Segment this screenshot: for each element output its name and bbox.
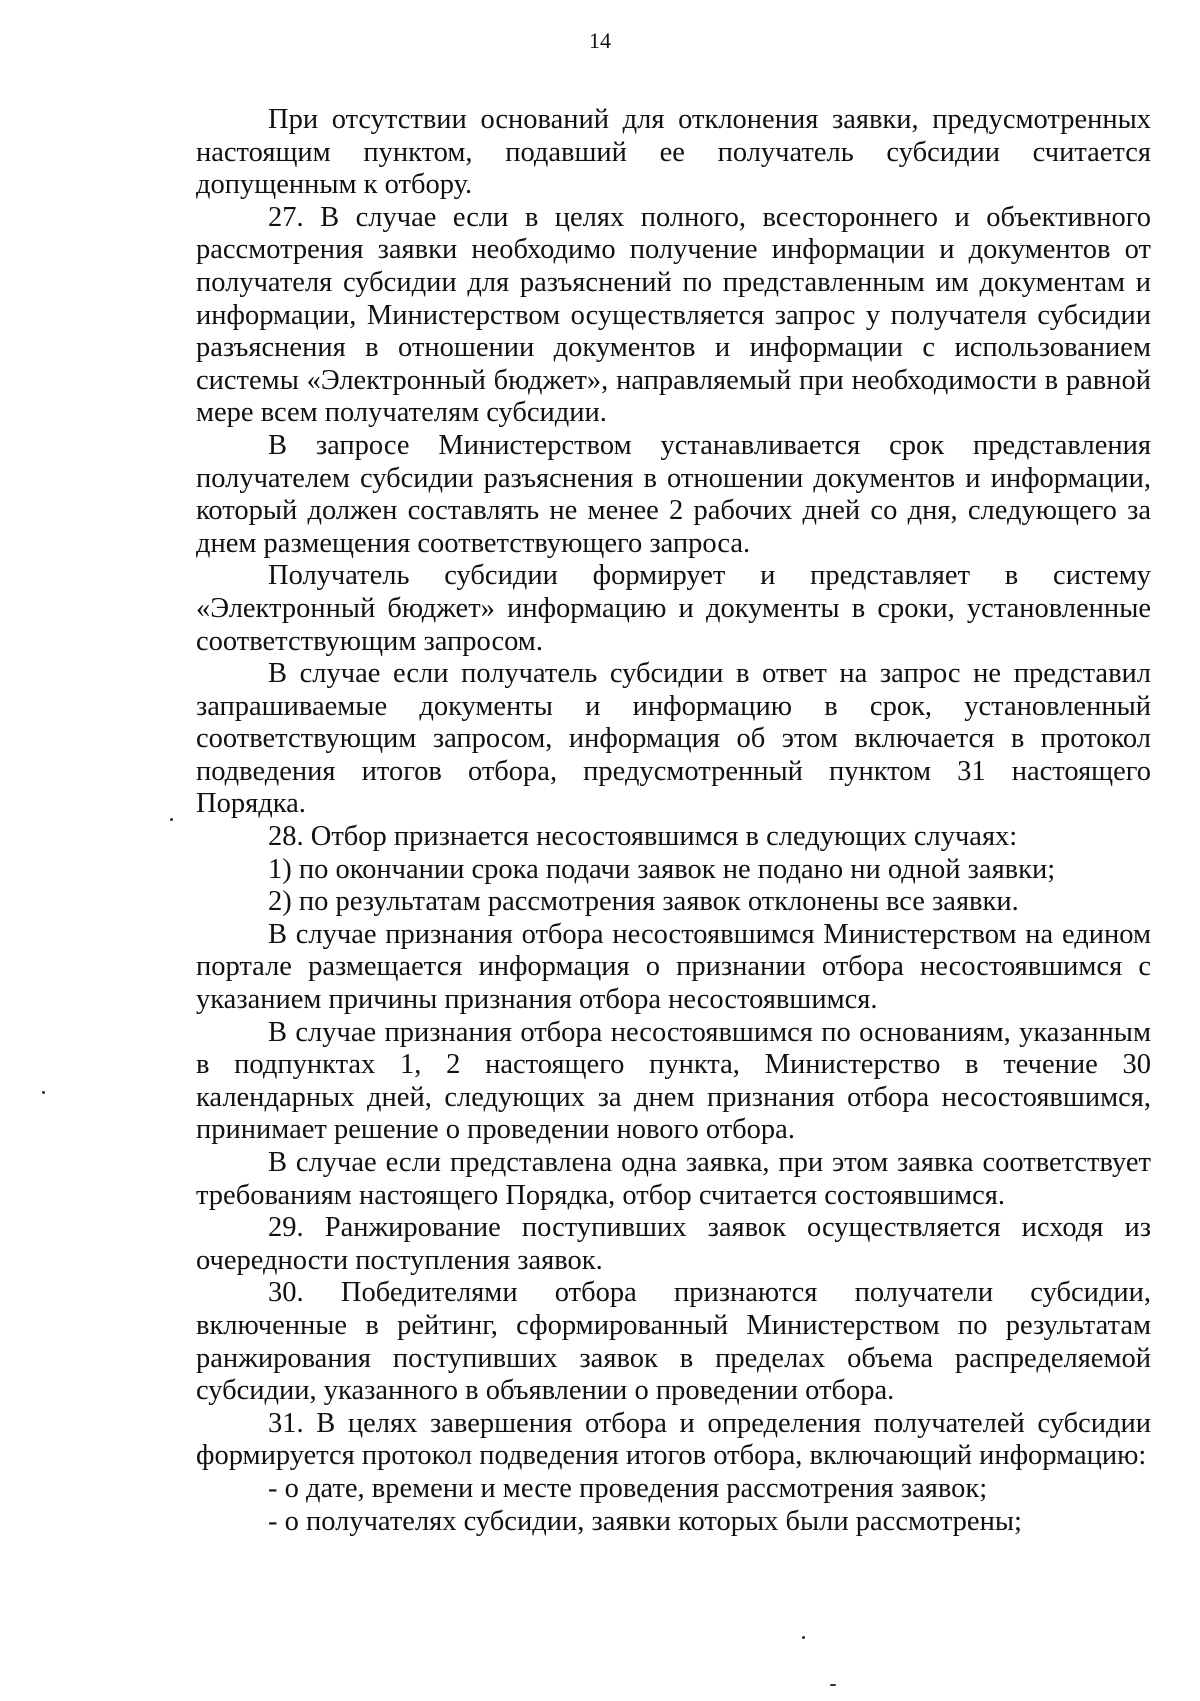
- scan-speck: [830, 1684, 836, 1686]
- paragraph-request-deadline: В запросе Министерством устанавливается срок представления получателем субсидии разъяснения в отношении документов и информации, который должен составлять не менее 2 рабочих дней со дня, следующего за днем размещения соответствующего запроса.: [196, 429, 1151, 559]
- paragraph-not-submitted: В случае если получатель субсидии в ответ на запрос не представил запрашиваемые документы и информацию в срок, установленный соответствующим запросом, информация об этом включается в протокол подведения итогов отбора, предусмотренный пунктом 31 настоящего Порядка.: [196, 658, 1151, 820]
- paragraph-item-31: 31. В целях завершения отбора и определения получателей субсидии формируется протокол подведения итогов отбора, включающий информацию:: [196, 1407, 1151, 1472]
- paragraph-new-selection: В случае признания отбора несостоявшимся по основаниям, указанным в подпунктах 1, 2 настоящего пункта, Министерство в течение 30 календарных дней, следующих за днем признания отбора несостоявшимся, принимает решение о проведении нового отбора.: [196, 1016, 1151, 1146]
- page-number: 14: [589, 28, 611, 53]
- paragraph-admission: При отсутствии оснований для отклонения заявки, предусмотренных настоящим пунктом, подавший ее получатель субсидии считается допущенным к отбору.: [196, 104, 1151, 201]
- paragraph-failed-publication: В случае признания отбора несостоявшимся Министерством на едином портале размещается информация о признании отбора несостоявшимся с указанием причины признания отбора несостоявшимся.: [196, 918, 1151, 1016]
- scan-speck: [170, 818, 173, 821]
- paragraph-item-30: 30. Победителями отбора признаются получатели субсидии, включенные в рейтинг, сформированный Министерством по результатам ранжирования поступивших заявок в пределах объема распределяемой субсидии, указанного в объявлении о проведении отбора.: [196, 1277, 1151, 1407]
- paragraph-item-27: 27. В случае если в целях полного, всестороннего и объективного рассмотрения заявки необходимо получение информации и документов от получателя субсидии для разъяснений по представленным им документам и информации, Министерством осуществляется запрос у получателя субсидии разъяснения в отношении документов и информации с использованием системы «Электронный бюджет», направляемый при необходимости в равной мере всем получателям субсидии.: [196, 201, 1151, 429]
- list-item-28-1: 1) по окончании срока подачи заявок не подано ни одной заявки;: [268, 853, 1056, 885]
- list-item-28-2: 2) по результатам рассмотрения заявок отклонены все заявки.: [268, 886, 1019, 918]
- paragraph-recipient-submits: Получатель субсидии формирует и представляет в систему «Электронный бюджет» информацию и документы в сроки, установленные соответствующим запросом.: [196, 560, 1151, 657]
- paragraph-item-29: 29. Ранжирование поступивших заявок осуществляется исходя из очередности поступления заявок.: [196, 1212, 1151, 1276]
- document-body: [196, 104, 1151, 1538]
- list-item-31-recipients: - о получателях субсидии, заявки которых были рассмотрены;: [268, 1505, 1022, 1537]
- paragraph-item-28: 28. Отбор признается несостоявшимся в следующих случаях:: [268, 821, 1018, 853]
- scan-speck: [802, 1636, 805, 1639]
- list-item-31-date: - о дате, времени и месте проведения рассмотрения заявок;: [268, 1472, 988, 1504]
- paragraph-single-application: В случае если представлена одна заявка, при этом заявка соответствует требованиям настоящего Порядка, отбор считается состоявшимся.: [196, 1147, 1151, 1211]
- scan-speck: [42, 1091, 45, 1094]
